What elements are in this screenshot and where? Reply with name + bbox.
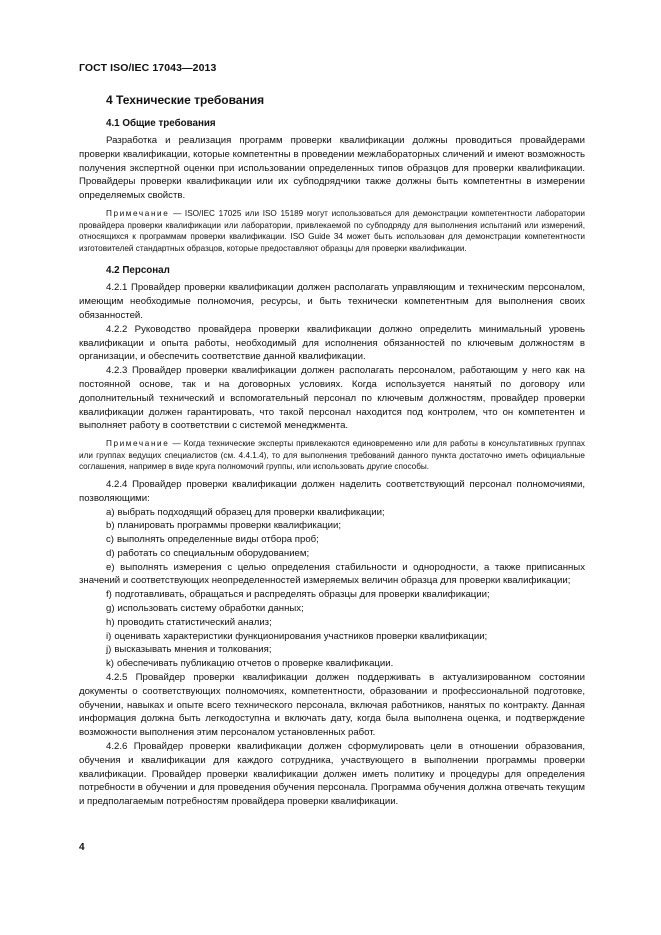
subsection-title-4-1: 4.1 Общие требования bbox=[106, 118, 216, 129]
list-item: g) использовать систему обработки данных; bbox=[106, 603, 304, 615]
note-label: Примечание bbox=[106, 439, 170, 449]
section-title: 4 Технические требования bbox=[106, 93, 265, 107]
paragraph-4-2-4: 4.2.4 Провайдер проверки квалификации должен наделить соответствующий персонал полномочиями, позволяющими: bbox=[79, 478, 585, 504]
list-item: i) оценивать характеристики функционирования участников проверки квалификации; bbox=[106, 630, 488, 642]
list-item: j) высказывать мнения и толкования; bbox=[106, 644, 272, 656]
list-item: h) проводить статистический анализ; bbox=[106, 616, 272, 628]
paragraph-4-2-5: 4.2.5 Провайдер проверки квалификации должен поддерживать в актуализированном состоянии документы о соответствующих полномочиях, компетентности, образовании и профессиональной подготовке, обучении, навыках и опыте всего технического персонала, включая работников, нанятых по контракту. Данная информация должна быть легкодоступна и включать дату, когда была выполнена оценка, и подтверждение возможности выполнения этим персоналом установленных работ. bbox=[79, 672, 585, 739]
paragraph-4-2-3: 4.2.3 Провайдер проверки квалификации должен располагать персоналом, работающим у него как на постоянной основе, так и на договорных условиях. Когда используется нанятый по договору или дополнительный технический и вспомогательный персонал по ключевым должностям, провайдер проверки квалификации должен гарантировать, что такой персонал находится под контролем, что он компетентен и выполняет работу в соответствии с системой менеджмента. bbox=[79, 365, 585, 432]
paragraph-4-2-6: 4.2.6 Провайдер проверки квалификации должен сформулировать цели в отношении образования, обучения и квалификации для каждого сотрудника, участвующего в выполнении программы проверки квалификации. Провайдер проверки квалификации должен иметь политику и процедуры для определения потребности в обучении и для проведения обучения персонала. Программа обучения должна отвечать текущим и предполагаемым потребностям провайдера проверки квалификации. bbox=[79, 741, 585, 808]
subsection-title-4-2: 4.2 Персонал bbox=[106, 265, 170, 277]
paragraph-4-1: Разработка и реализация программ проверки квалификации должны проводиться провайдерами проверки квалификации, которые компетентны в проведении межлабораторных сличений и имеют возможность получения экспертной оценки при использовании определенных типов образцов для проверки квалификации. Провайдеры проверки квалификации или их субподрядчики также должны быть компетентны в измерении определяемых свойств. bbox=[79, 135, 585, 202]
note-text: — Когда технические эксперты привлекаются единовременно или для работы в консультативных группах или группах ведущих специалистов (см. 4.4.1.4), то для выполнения требований данного пункта достаточно иметь официальные соглашения, например в виде круга полномочий группы, или использовать другие способы. bbox=[79, 439, 585, 472]
list-item: a) выбрать подходящий образец для проверки квалификации; bbox=[106, 506, 385, 518]
list-item: e) выполнять измерения с целью определения стабильности и однородности, а также приписанных значений и соответствующих неопределенностей измеряемых величин образца для проверки квалификации; bbox=[79, 561, 585, 587]
note-label: Примечание bbox=[106, 208, 170, 218]
note-4-1 bbox=[79, 208, 585, 254]
document-header: ГОСТ ISO/IEC 17043—2013 bbox=[79, 62, 217, 74]
list-item: k) обеспечивать публикацию отчетов о проверке квалификации. bbox=[106, 658, 394, 670]
page-number: 4 bbox=[79, 842, 85, 853]
list-item: f) подготавливать, обращаться и распределять образцы для проверки квалификации; bbox=[106, 589, 490, 601]
page-content bbox=[79, 92, 585, 809]
list-item: d) работать со специальным оборудованием; bbox=[106, 547, 310, 559]
paragraph-4-2-1: 4.2.1 Провайдер проверки квалификации должен располагать управляющим и техническим персоналом, имеющим необходимые полномочия, ресурсы, и быть технически компетентным для выполнения своих обязанностей. bbox=[79, 282, 585, 321]
paragraph-4-2-2: 4.2.2 Руководство провайдера проверки квалификации должно определить минимальный уровень квалификации и опыта работы, необходимый для исполнения обязанностей по ключевым должностям в организации, и обеспечить соответствие данной квалификации. bbox=[79, 323, 585, 363]
list-item: b) планировать программы проверки квалификации; bbox=[106, 520, 342, 532]
list-item: c) выполнять определенные виды отбора проб; bbox=[106, 534, 319, 546]
authority-list bbox=[79, 506, 585, 672]
note-text: — ISO/IEC 17025 или ISO 15189 могут использоваться для демонстрации компетентности лаборатории провайдера проверки квалификации или лаборатории, привлекаемой по субподряду для выполнения испытаний или измерений, относящихся к программам проверки квалификации. ISO Guide 34 может быть использован для демонстрации компетентности изготовителей стандартных образцов, которые предоставляют образцы для проверки квалификации. bbox=[79, 208, 585, 253]
note-4-2-3 bbox=[79, 438, 585, 473]
